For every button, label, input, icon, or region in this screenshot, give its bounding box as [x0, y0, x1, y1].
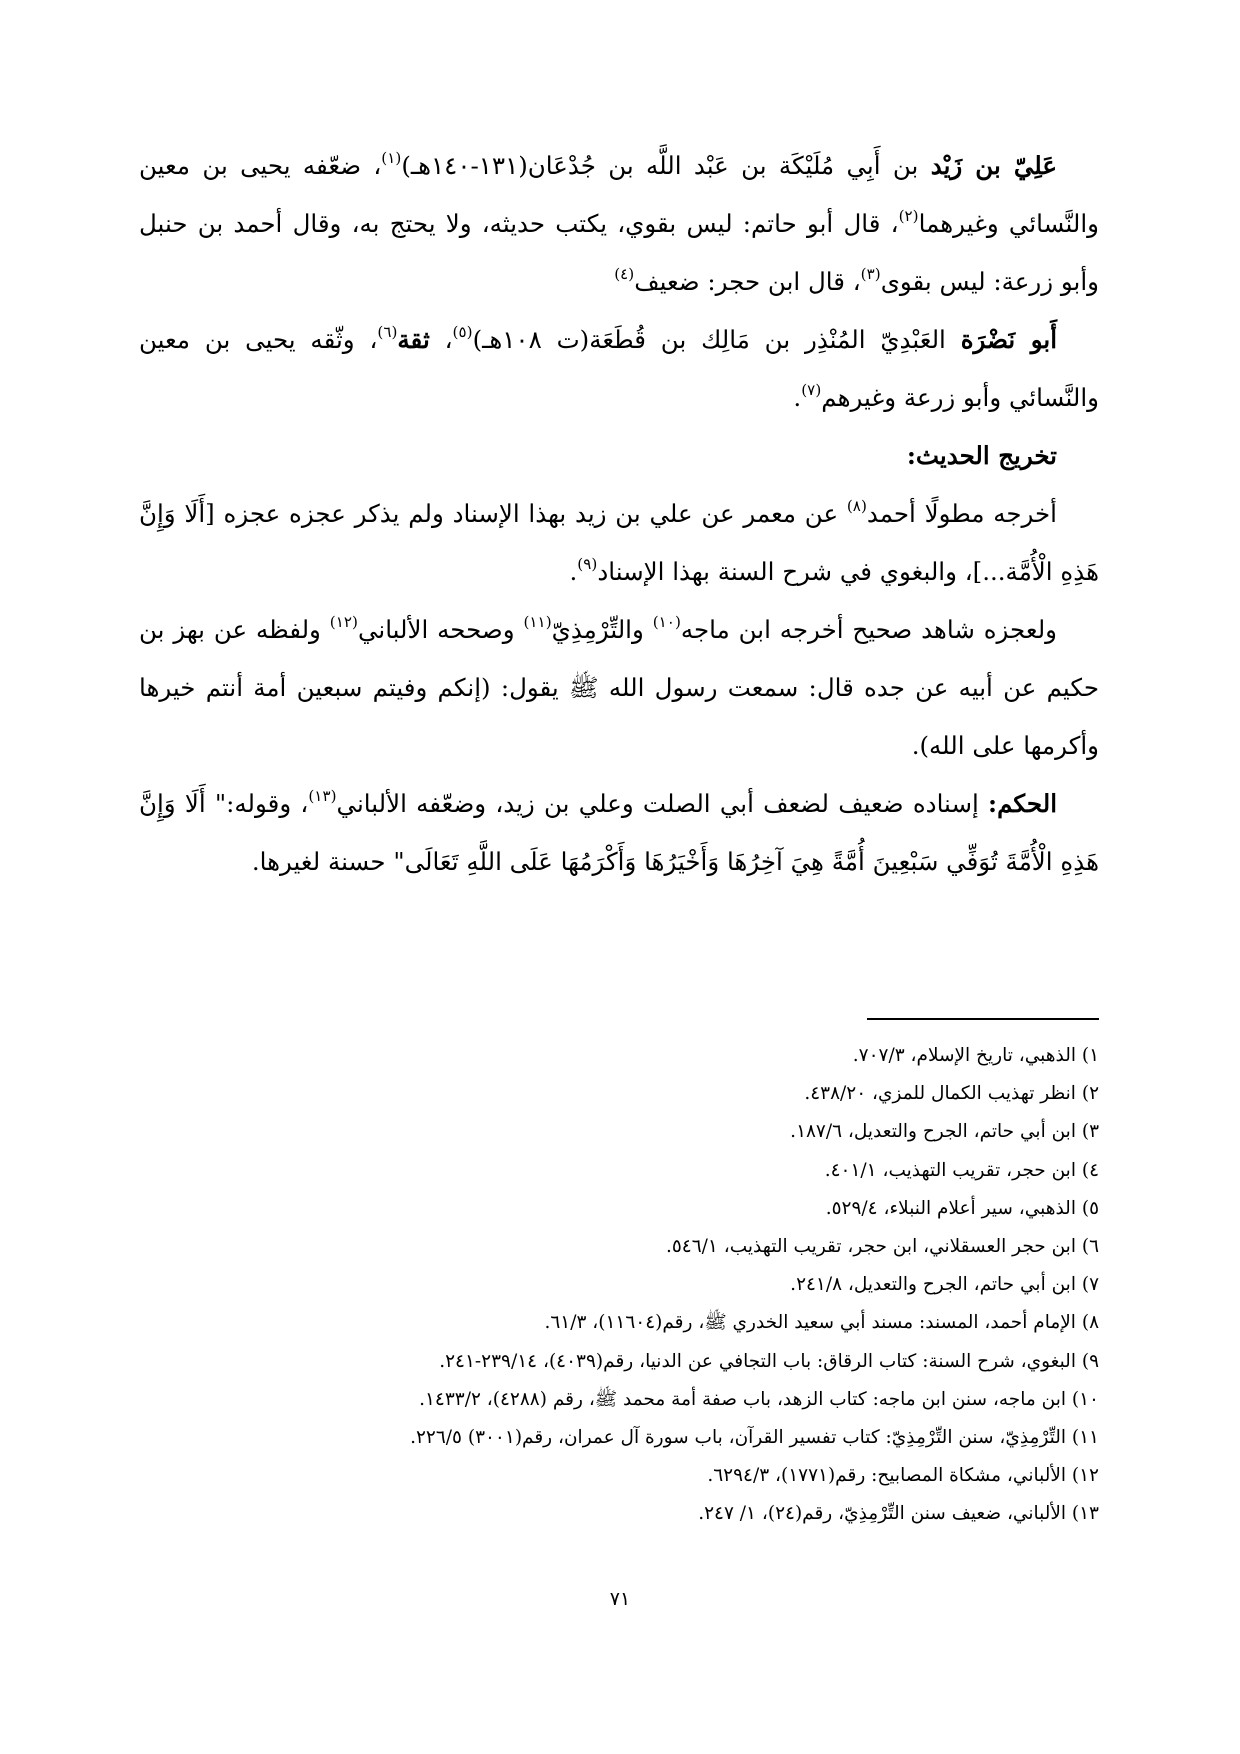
- text-run: إسناده ضعيف لضعف أبي الصلت وعلي بن زيد، وضعّفه الألباني: [336, 789, 989, 818]
- footnote: ٥) الذهبي، سير أعلام النبلاء، ٥٢٩/٤.: [825, 1197, 1099, 1219]
- footnote: ٢) انظر تهذيب الكمال للمزي، ٤٣٨/٢٠.: [804, 1083, 1099, 1105]
- footnote-ref: (٣): [860, 265, 881, 284]
- paragraph: [139, 485, 1099, 601]
- paragraph: [139, 775, 1099, 891]
- text-run: عن معمر عن علي بن زيد بهذا الإسناد ولم يذكر عجزه عجزه [أَلَا وَإِنَّ هَذِهِ الْأُمَّة...]، والبغوي في شرح السنة بهذا الإسناد: [139, 499, 1099, 586]
- footnote: ٩) البغوي، شرح السنة: كتاب الرقاق: باب التجافي عن الدنيا، رقم(٤٠٣٩)، ٢٣٩/١٤-٢٤١.: [439, 1350, 1099, 1372]
- footnote: ٧) ابن أبي حاتم، الجرح والتعديل، ٢٤١/٨.: [790, 1274, 1099, 1296]
- bold-term: تخريج الحديث:: [906, 441, 1057, 470]
- paragraph: [139, 311, 1099, 427]
- text-run: وصححه الألباني: [357, 615, 524, 644]
- bold-term: الحكم:: [988, 789, 1057, 818]
- text-run: بن أَبِي مُلَيْكَة بن عَبْد اللَّه بن جُدْعَان(١٣١-١٤٠هـ): [401, 151, 931, 180]
- text-run: .: [793, 383, 802, 412]
- page-number: ٧١: [609, 1588, 631, 1610]
- text-run: ، وثّقه يحيى بن معين والنَّسائي وأبو زرعة وغيرهم: [139, 325, 1099, 412]
- bold-term: ثقة: [397, 325, 430, 354]
- text-run: ولعجزه شاهد صحيح أخرجه ابن ماجه: [680, 615, 1057, 644]
- footnote: ٨) الإمام أحمد، المسند: مسند أبي سعيد الخدري ﷺ، رقم(١١٦٠٤)، ٦١/٣.: [544, 1312, 1099, 1334]
- footnote-ref: (١٢): [329, 613, 358, 632]
- footnote-ref: (٥): [452, 323, 473, 342]
- footnote: ١) الذهبي، تاريخ الإسلام، ٧٠٧/٣.: [852, 1045, 1099, 1066]
- text-run: ، قال ابن حجر: ضعيف: [634, 267, 861, 296]
- text-run: والتِّرْمِذِيّ: [551, 615, 653, 644]
- footnote: ١٣) الألباني، ضعيف سنن التِّرْمِذِيّ، رقم(٢٤)، ١/ ٢٤٧.: [698, 1503, 1099, 1525]
- bold-term: عَلِيّ بن زَيْد: [930, 151, 1057, 180]
- footnote-ref: (١١): [523, 613, 552, 632]
- footnote: ٣) ابن أبي حاتم، الجرح والتعديل، ١٨٧/٦.: [790, 1121, 1099, 1143]
- footnote-ref: (٨): [846, 497, 867, 516]
- footnote: ١٠) ابن ماجه، سنن ابن ماجه: كتاب الزهد، باب صفة أمة محمد ﷺ، رقم (٤٢٨٨)، ١٤٣٣/٢.: [419, 1388, 1099, 1410]
- footnote: ١١) التِّرْمِذِيّ، سنن التِّرْمِذِيّ: كتاب تفسير القرآن، باب سورة آل عمران، رقم(٣٠٠١) ٢٢٦/٥.: [410, 1427, 1099, 1449]
- footnote-ref: (٩): [577, 555, 598, 574]
- footnote-ref: (٧): [801, 381, 822, 400]
- footnote-ref: (٤): [614, 265, 635, 284]
- footnote-ref: (١٠): [652, 613, 681, 632]
- footnote-ref: (١): [381, 149, 402, 168]
- footnote-ref: (٢): [898, 207, 919, 226]
- footnote: ١٢) الألباني، مشكاة المصابيح: رقم(١٧٧١)، ٦٢٩٤/٣.: [707, 1465, 1099, 1487]
- footnotes: [139, 1037, 1099, 1534]
- footnote: ٦) ابن حجر العسقلاني، ابن حجر، تقريب التهذيب، ٥٤٦/١.: [665, 1236, 1099, 1258]
- section-heading: [139, 427, 1099, 485]
- footnote: ٤) ابن حجر، تقريب التهذيب، ٤٠١/١.: [824, 1159, 1099, 1181]
- footnote-separator: [867, 1018, 1099, 1020]
- footnote-ref: (٦): [377, 323, 398, 342]
- text-run: ، وقوله:" أَلَا وَإِنَّ هَذِهِ الْأُمَّةَ تُوَفِّي سَبْعِينَ أُمَّةً هِيَ آخِرُهَا وَأَخْيَرُهَا وَأَكْرَمُهَا عَلَى اللَّهِ تَعَالَى" حسنة لغيرها.: [139, 789, 1099, 876]
- main-text: [139, 137, 1099, 891]
- bold-term: أَبو نَضْرَة: [960, 325, 1058, 354]
- text-run: ،: [429, 325, 453, 354]
- text-run: .: [569, 557, 578, 586]
- text-run: أخرجه مطولًا أحمد: [866, 499, 1057, 528]
- footnote-ref: (١٣): [308, 787, 337, 806]
- paragraph: [139, 137, 1099, 311]
- text-run: ولفظه عن بهز بن حكيم عن أبيه عن جده قال: سمعت رسول الله ﷺ يقول: (إنكم وفيتم سبعين أمة أنتم خيرها وأكرمها على الله).: [139, 615, 1099, 760]
- text-run: العَبْدِيّ المُنْذِر بن مَالِك بن قُطَعَة(ت ١٠٨هـ): [472, 325, 961, 354]
- paragraph: [139, 601, 1099, 775]
- text-run: ، قال أبو حاتم: ليس بقوي، يكتب حديثه، ولا يحتج به، وقال أحمد بن حنبل وأبو زرعة: ليس بقوى: [139, 209, 1099, 296]
- text-run: ، ضعّفه يحيى بن معين والنَّسائي وغيرهما: [139, 151, 1099, 238]
